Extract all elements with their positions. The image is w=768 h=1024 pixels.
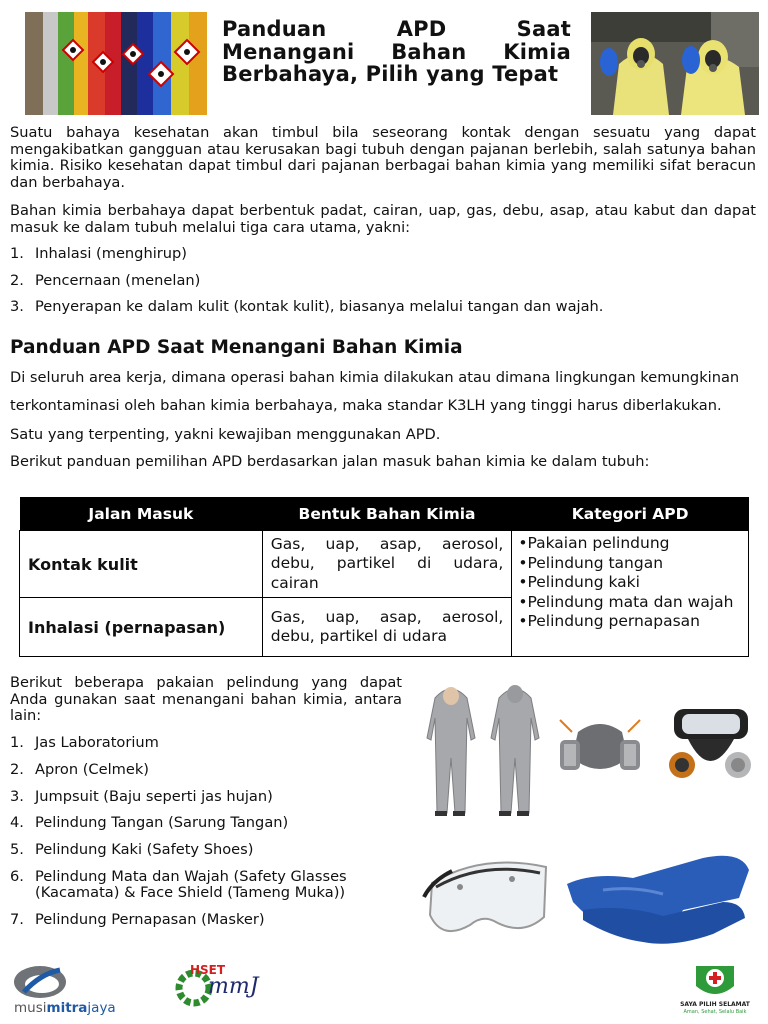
category-item: •Pelindung pernapasan: [518, 612, 701, 630]
category-item: •Pelindung kaki: [518, 573, 640, 591]
apd-table: [19, 497, 749, 657]
category-item: •Pelindung mata dan wajah: [518, 592, 734, 611]
table-lead-text: Berikut panduan pemilihan APD berdasarkan jalan masuk bahan kimia ke dalam tubuh:: [10, 453, 650, 470]
table-header-form: Bentuk Bahan Kimia: [262, 497, 512, 531]
table-header-row: [20, 497, 749, 531]
entry-routes-list: [10, 246, 603, 326]
clothing-list: [10, 735, 410, 939]
list-item: 1. Inhalasi (menghirup): [10, 245, 187, 262]
coverall-suits-image: [415, 678, 551, 820]
page-title: Panduan APD Saat Menangani Bahan Kimia Berbahaya, Pilih yang Tepat: [222, 17, 571, 86]
hset-mmj-logo: [170, 960, 270, 1016]
section-heading: Panduan APD Saat Menangani Bahan Kimia: [10, 337, 463, 358]
hazard-labels-image: [25, 12, 207, 115]
chemical-gloves-image: [563, 850, 753, 948]
mmj-script-text: mmJ: [208, 974, 259, 999]
form-cell: Gas, uap, asap, aerosol, debu, partikel di udara, cairan: [262, 531, 512, 598]
table-header-route: Jalan Masuk: [20, 497, 263, 531]
list-item: 6. Pelindung Mata dan Wajah (Safety Glasses (Kacamata) & Face Shield (Tameng Muka)): [10, 867, 347, 902]
intro-paragraph-1: Suatu bahaya kesehatan akan timbul bila seseorang kontak dengan sesuatu yang dapat mengakibatkan gangguan atau kerusakan bagi tubuh dengan pajanan berlebih, salah satunya bahan kimia. Risiko kesehatan dapat timbul dari pajanan berbagai bahan kimia yang memiliki sifat beracun dan berbahaya.: [10, 124, 756, 191]
hset-text: HSET: [190, 963, 226, 977]
category-item: •Pelindung tangan: [518, 553, 664, 572]
saya-pilih-selamat-logo: [672, 964, 758, 1020]
category-cell: [512, 531, 749, 657]
route-cell: Inhalasi (pernapasan): [20, 598, 263, 657]
half-mask-respirator-image: [558, 718, 642, 776]
full-face-respirator-image: [668, 705, 752, 785]
list-item: 4. Pelindung Tangan (Sarung Tangan): [10, 814, 289, 832]
safety-goggles-image: [422, 853, 552, 945]
intro-paragraph-2: Bahan kimia berbahaya dapat berbentuk padat, cairan, uap, gas, debu, asap, atau kabut dan dapat masuk ke dalam tubuh melalui tiga cara utama, yakni:: [10, 202, 756, 236]
musimitrajaya-logo: musimitrajaya: [12, 960, 132, 1018]
form-cell: Gas, uap, asap, aerosol, debu, partikel di udara: [262, 598, 512, 657]
list-item: 1. Jas Laboratorium: [10, 734, 159, 751]
list-item: 3. Jumpsuit (Baju seperti jas hujan): [10, 787, 273, 805]
logo-caption: SAYA PILIH SELAMAT: [680, 1001, 750, 1008]
logo-subcaption: Aman, Sehat, Selalu Baik: [683, 1009, 747, 1015]
route-cell: Kontak kulit: [20, 531, 263, 598]
table-header-category: Kategori APD: [512, 497, 749, 531]
list-item: 3. Penyerapan ke dalam kulit (kontak kulit), biasanya melalui tangan dan wajah.: [10, 298, 604, 315]
list-item: 7. Pelindung Pernapasan (Masker): [10, 911, 265, 929]
category-item: •Pakaian pelindung: [518, 534, 670, 552]
clothing-intro: Berikut beberapa pakaian pelindung yang dapat Anda gunakan saat menangani bahan kimia, antara lain:: [10, 674, 402, 724]
section-body: Di seluruh area kerja, dimana operasi bahan kimia dilakukan atau dimana lingkungan kemungkinan terkontaminasi oleh bahan kimia berbahaya, maka standar K3LH yang tinggi harus diberlakukan. Satu yang terpenting, yakni kewajiban menggunakan APD.: [10, 369, 740, 443]
table-row: [20, 531, 749, 598]
list-item: 2. Apron (Celmek): [10, 760, 149, 778]
list-item: 2. Pencernaan (menelan): [10, 271, 201, 289]
list-item: 5. Pelindung Kaki (Safety Shoes): [10, 841, 254, 859]
hazmat-workers-image: [591, 12, 759, 115]
